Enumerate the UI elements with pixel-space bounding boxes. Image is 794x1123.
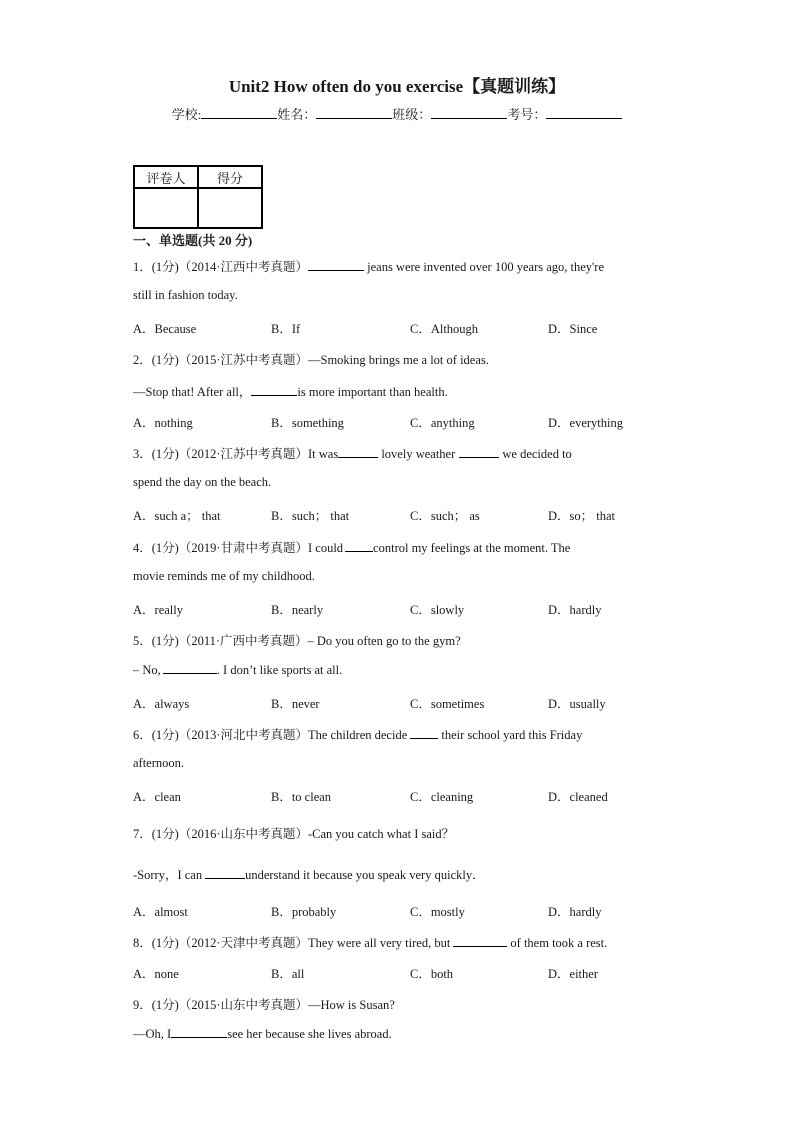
school-blank[interactable] (201, 106, 277, 119)
class-blank[interactable] (431, 106, 507, 119)
score-cell[interactable] (198, 188, 262, 228)
question-4-cont: movie reminds me of my childhood. (133, 569, 315, 583)
q1-option-d[interactable]: D．Since (548, 322, 598, 336)
question-1-cont: still in fashion today. (133, 288, 238, 302)
question-7-cont: -Sorry，I can understand it because you speak very quickly． (133, 868, 485, 882)
question-9-cont: —Oh, I see her because she lives abroad. (133, 1027, 392, 1041)
q5-option-d[interactable]: D．usually (548, 697, 606, 711)
q7-option-d[interactable]: D．hardly (548, 905, 602, 919)
q8-option-c[interactable]: C．both (410, 967, 454, 981)
question-2-cont: —Stop that! After all， is more important than health. (133, 385, 448, 399)
q7-option-c[interactable]: C．mostly (410, 905, 465, 919)
school-label: 学校: (171, 107, 202, 122)
question-3-stem: 3．(1分)（2012·江苏中考真题）It was lovely weather we decided to (133, 447, 572, 461)
class-label: 班级： (392, 107, 432, 122)
reviewer-cell[interactable] (134, 188, 198, 228)
q6-option-b[interactable]: B．to clean (271, 790, 332, 804)
q6-option-d[interactable]: D．cleaned (548, 790, 608, 804)
q2-option-d[interactable]: D．everything (548, 416, 623, 430)
q7-option-b[interactable]: B．probably (271, 905, 337, 919)
question-9-stem: 9．(1分)（2015·山东中考真题）—How is Susan? (133, 998, 395, 1012)
answer-blank[interactable] (308, 259, 364, 271)
number-blank[interactable] (546, 106, 622, 119)
question-6-cont: afternoon. (133, 756, 185, 770)
q3-option-b[interactable]: B．such； that (271, 509, 350, 523)
q8-option-a[interactable]: A．none (133, 967, 179, 981)
q3-option-c[interactable]: C．such； as (410, 509, 480, 523)
answer-blank[interactable] (163, 662, 217, 674)
answer-blank[interactable] (410, 727, 438, 739)
answer-blank[interactable] (338, 446, 378, 458)
answer-blank[interactable] (459, 446, 499, 458)
q1-option-a[interactable]: A．Because (133, 322, 197, 336)
section-heading: 一、单选题(共 20 分) (133, 233, 253, 248)
q4-option-b[interactable]: B．nearly (271, 603, 324, 617)
q2-option-c[interactable]: C．anything (410, 416, 475, 430)
q3-option-d[interactable]: D．so； that (548, 509, 616, 523)
q4-option-d[interactable]: D．hardly (548, 603, 602, 617)
q6-option-a[interactable]: A．clean (133, 790, 181, 804)
q4-option-c[interactable]: C．slowly (410, 603, 465, 617)
q5-option-a[interactable]: A．always (133, 697, 190, 711)
question-3-cont: spend the day on the beach. (133, 475, 272, 489)
question-7-stem: 7．(1分)（2016·山东中考真题）-Can you catch what I said？ (133, 827, 455, 841)
answer-blank[interactable] (251, 384, 297, 396)
answer-blank[interactable] (345, 540, 373, 552)
question-2-stem: 2．(1分)（2015·江苏中考真题）—Smoking brings me a lot of ideas. (133, 353, 489, 367)
score-header: 得分 (198, 166, 262, 188)
q5-option-c[interactable]: C．sometimes (410, 697, 485, 711)
q5-option-b[interactable]: B．never (271, 697, 320, 711)
q7-option-a[interactable]: A．almost (133, 905, 188, 919)
student-info-line (0, 104, 794, 123)
question-4-stem: 4．(1分)（2019·甘肃中考真题）I could control my feelings at the moment. The (133, 541, 571, 555)
question-5-stem: 5．(1分)（2011·广西中考真题）– Do you often go to the gym? (133, 634, 461, 648)
q4-option-a[interactable]: A．really (133, 603, 183, 617)
answer-blank[interactable] (205, 867, 245, 879)
number-label: 考号： (507, 107, 547, 122)
q2-option-b[interactable]: B．something (271, 416, 344, 430)
q2-option-a[interactable]: A．nothing (133, 416, 193, 430)
answer-blank[interactable] (453, 935, 507, 947)
question-8-stem: 8．(1分)（2012·天津中考真题）They were all very tired, but of them took a rest. (133, 936, 608, 950)
name-label: 姓名： (277, 107, 317, 122)
question-1-stem: 1．(1分)（2014·江西中考真题） jeans were invented over 100 years ago, they're (133, 260, 605, 274)
name-blank[interactable] (316, 106, 392, 119)
q3-option-a[interactable]: A．such a； that (133, 509, 221, 523)
page-title: Unit2 How often do you exercise【真题训练】 (228, 77, 566, 96)
q1-option-b[interactable]: B．If (271, 322, 301, 336)
reviewer-header: 评卷人 (134, 166, 198, 188)
score-table (133, 165, 263, 229)
q6-option-c[interactable]: C．cleaning (410, 790, 474, 804)
q8-option-b[interactable]: B．all (271, 967, 305, 981)
question-5-cont: – No, . I don’t like sports at all. (133, 663, 343, 677)
q1-option-c[interactable]: C．Although (410, 322, 479, 336)
answer-blank[interactable] (171, 1026, 227, 1038)
q8-option-d[interactable]: D．either (548, 967, 598, 981)
question-6-stem: 6．(1分)（2013·河北中考真题）The children decide their school yard this Friday (133, 728, 583, 742)
